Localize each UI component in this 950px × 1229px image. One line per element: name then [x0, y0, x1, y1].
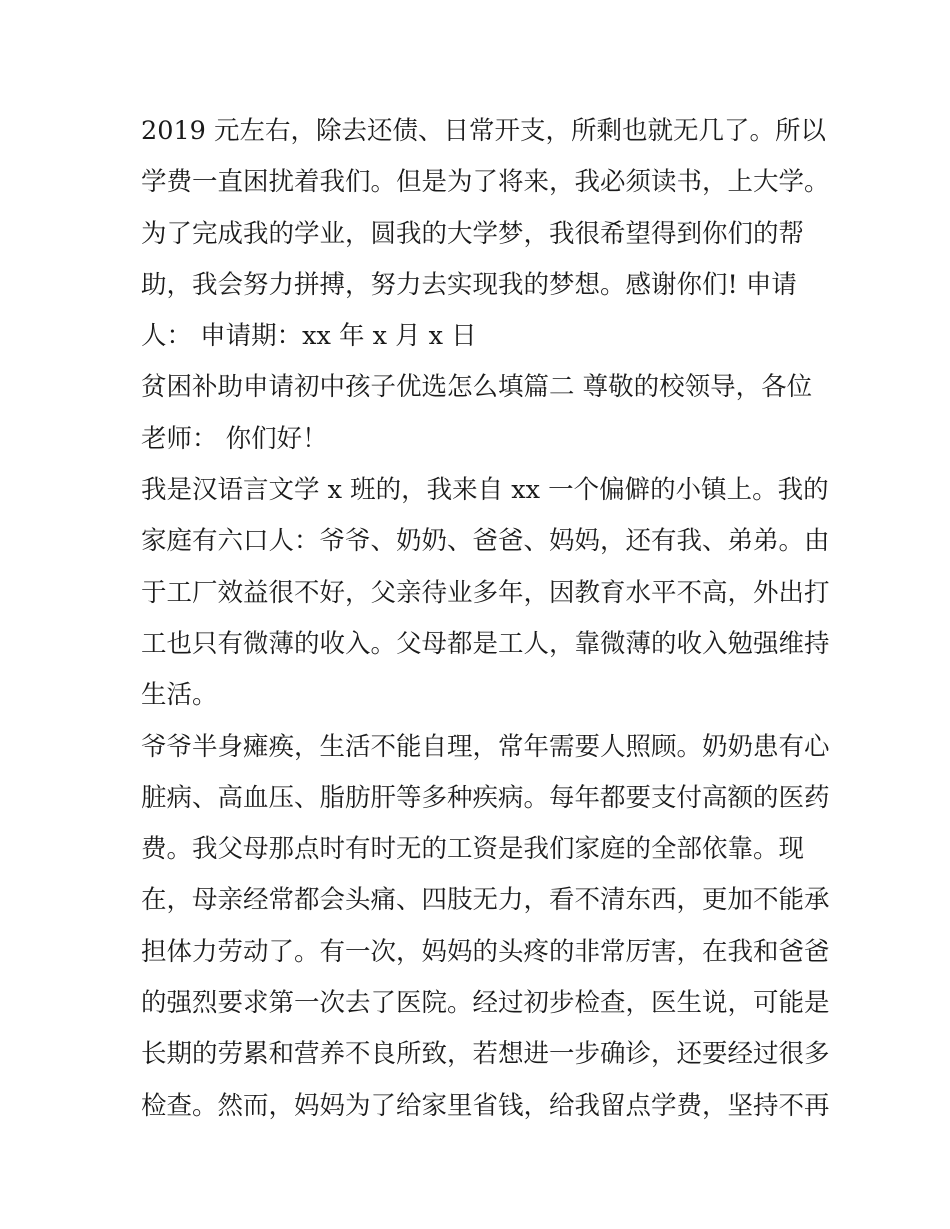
text-line: 长期的劳累和营养不良所致，若想进一步确诊，还要经过很多 — [141, 1039, 830, 1070]
text-line: 在，母亲经常都会头痛、四肢无力，看不清东西，更加不能承 — [141, 885, 830, 916]
text-line: 生活。 — [141, 680, 218, 711]
text-line: 家庭有六口人：爷爷、奶奶、爸爸、妈妈，还有我、弟弟。由 — [141, 526, 830, 557]
text-line: 贫困补助申请初中孩子优选怎么填篇二 尊敬的校领导，各位 — [141, 372, 813, 403]
text-line: 于工厂效益很不好，父亲待业多年，因教育水平不高，外出打 — [141, 577, 830, 608]
text-line: 检查。然而，妈妈为了给家里省钱，给我留点学费，坚持不再 — [141, 1090, 830, 1121]
text-line: 为了完成我的学业，圆我的大学梦，我很希望得到你们的帮 — [141, 218, 805, 249]
text-line: 担体力劳动了。有一次，妈妈的头疼的非常厉害，在我和爸爸 — [141, 936, 830, 967]
text-line: 费。我父母那点时有时无的工资是我们家庭的全部依靠。现 — [141, 834, 805, 865]
text-line: 老师： 你们好！ — [141, 423, 328, 454]
text-line: 学费一直困扰着我们。但是为了将来，我必须读书，上大学。 — [141, 167, 830, 198]
text-line: 工也只有微薄的收入。父母都是工人，靠微薄的收入勉强维持 — [141, 628, 830, 659]
text-line: 我是汉语言文学 x 班的，我来自 xx 一个偏僻的小镇上。我的 — [141, 475, 829, 506]
text-line: 助，我会努力拼搏，努力去实现我的梦想。感谢你们! 申请 — [141, 269, 797, 300]
text-line: 脏病、高血压、脂肪肝等多种疾病。每年都要支付高额的医药 — [141, 782, 830, 813]
text-line: 人： 申请期：xx 年 x 月 x 日 — [141, 321, 477, 352]
text-line: 的强烈要求第一次去了医院。经过初步检查，医生说，可能是 — [141, 988, 830, 1019]
document-body — [141, 106, 830, 1132]
text-line: 爷爷半身瘫痪，生活不能自理，常年需要人照顾。奶奶患有心 — [141, 731, 830, 762]
text-line: 2019 元左右，除去还债、日常开支，所剩也就无几了。所以 — [141, 116, 827, 146]
